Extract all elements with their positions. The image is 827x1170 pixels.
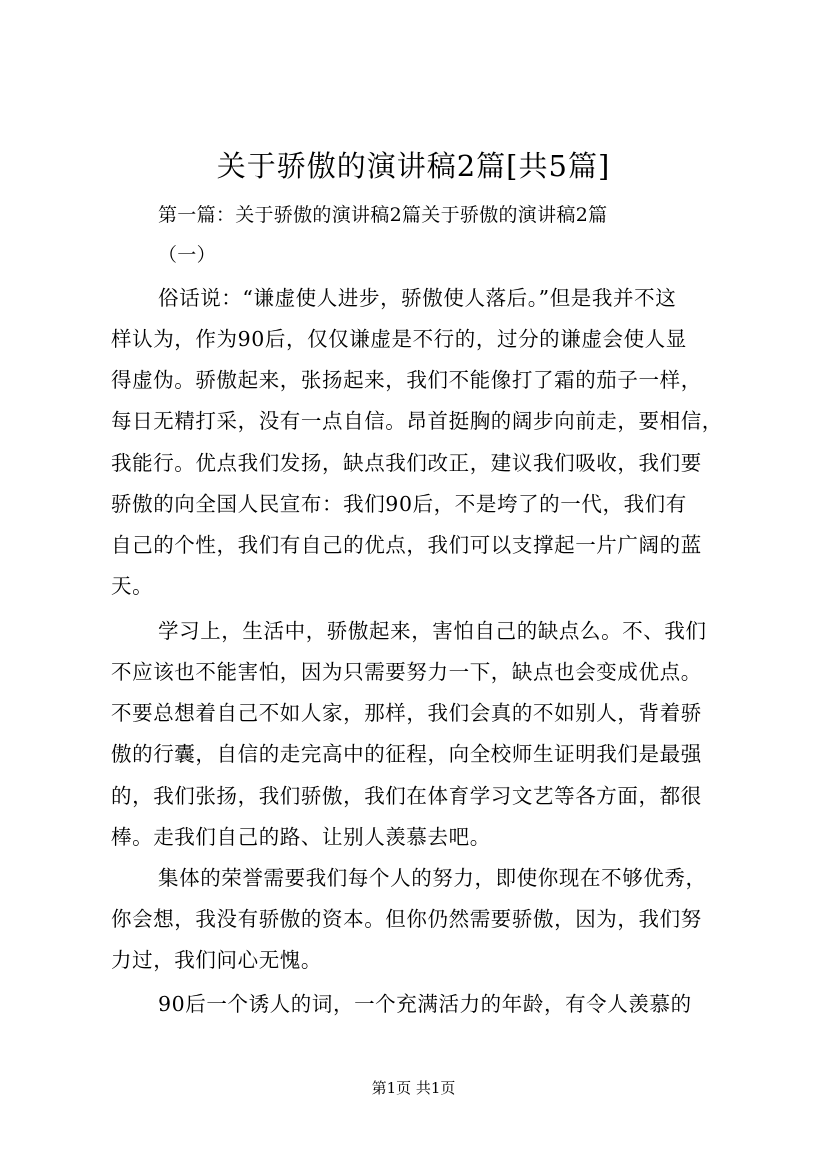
paragraph-1-line-5: 我能行。优点我们发扬，缺点我们改正，建议我们吸收，我们要 — [111, 451, 702, 475]
paragraph-2-line-1: 学习上，生活中，骄傲起来，害怕自己的缺点么。不、我们 — [158, 619, 707, 643]
paragraph-2-line-2: 不应该也不能害怕，因为只需要努力一下，缺点也会变成优点。 — [111, 660, 702, 684]
subtitle-line-2: （一） — [158, 244, 216, 266]
document-title: 关于骄傲的演讲稿2篇[共5篇] — [216, 149, 611, 183]
paragraph-1-line-7: 自己的个性，我们有自己的优点，我们可以支撑起一片广阔的蓝 — [111, 533, 702, 557]
paragraph-2-line-4: 傲的行囊，自信的走完高中的征程，向全校师生证明我们是最强 — [111, 742, 702, 766]
page-footer: 第1页 共1页 — [371, 1079, 456, 1097]
paragraph-1-line-3: 得虚伪。骄傲起来，张扬起来，我们不能像打了霜的茄子一样， — [111, 368, 702, 392]
paragraph-2-line-6: 棒。走我们自己的路、让别人羡慕去吧。 — [111, 825, 491, 849]
paragraph-1-line-1: 俗话说：“谦虚使人进步，骄傲使人落后。”但是我并不这 — [158, 286, 677, 310]
paragraph-1-line-4: 每日无精打采，没有一点自信。昂首挺胸的阔步向前走，要相信， — [111, 409, 723, 433]
paragraph-1-line-8: 天。 — [111, 574, 154, 598]
paragraph-2-line-3: 不要总想着自己不如人家，那样，我们会真的不如别人，背着骄 — [111, 701, 702, 725]
paragraph-3-line-2: 你会想，我没有骄傲的资本。但你仍然需要骄傲，因为，我们努 — [111, 907, 702, 931]
paragraph-1-line-2: 样认为，作为90后，仅仅谦虚是不行的，过分的谦虚会使人显 — [111, 327, 687, 351]
subtitle-line-1: 第一篇：关于骄傲的演讲稿2篇关于骄傲的演讲稿2篇 — [158, 204, 608, 226]
paragraph-4-line-1: 90后一个诱人的词，一个充满活力的年龄，有令人羡慕的 — [158, 992, 692, 1016]
paragraph-3-line-3: 力过，我们问心无愧。 — [111, 948, 322, 972]
paragraph-1-line-6: 骄傲的向全国人民宣布：我们90后，不是垮了的一代，我们有 — [111, 492, 687, 516]
paragraph-3-line-1: 集体的荣誉需要我们每个人的努力，即使你现在不够优秀， — [158, 866, 707, 890]
paragraph-2-line-5: 的，我们张扬，我们骄傲，我们在体育学习文艺等各方面，都很 — [111, 784, 702, 808]
